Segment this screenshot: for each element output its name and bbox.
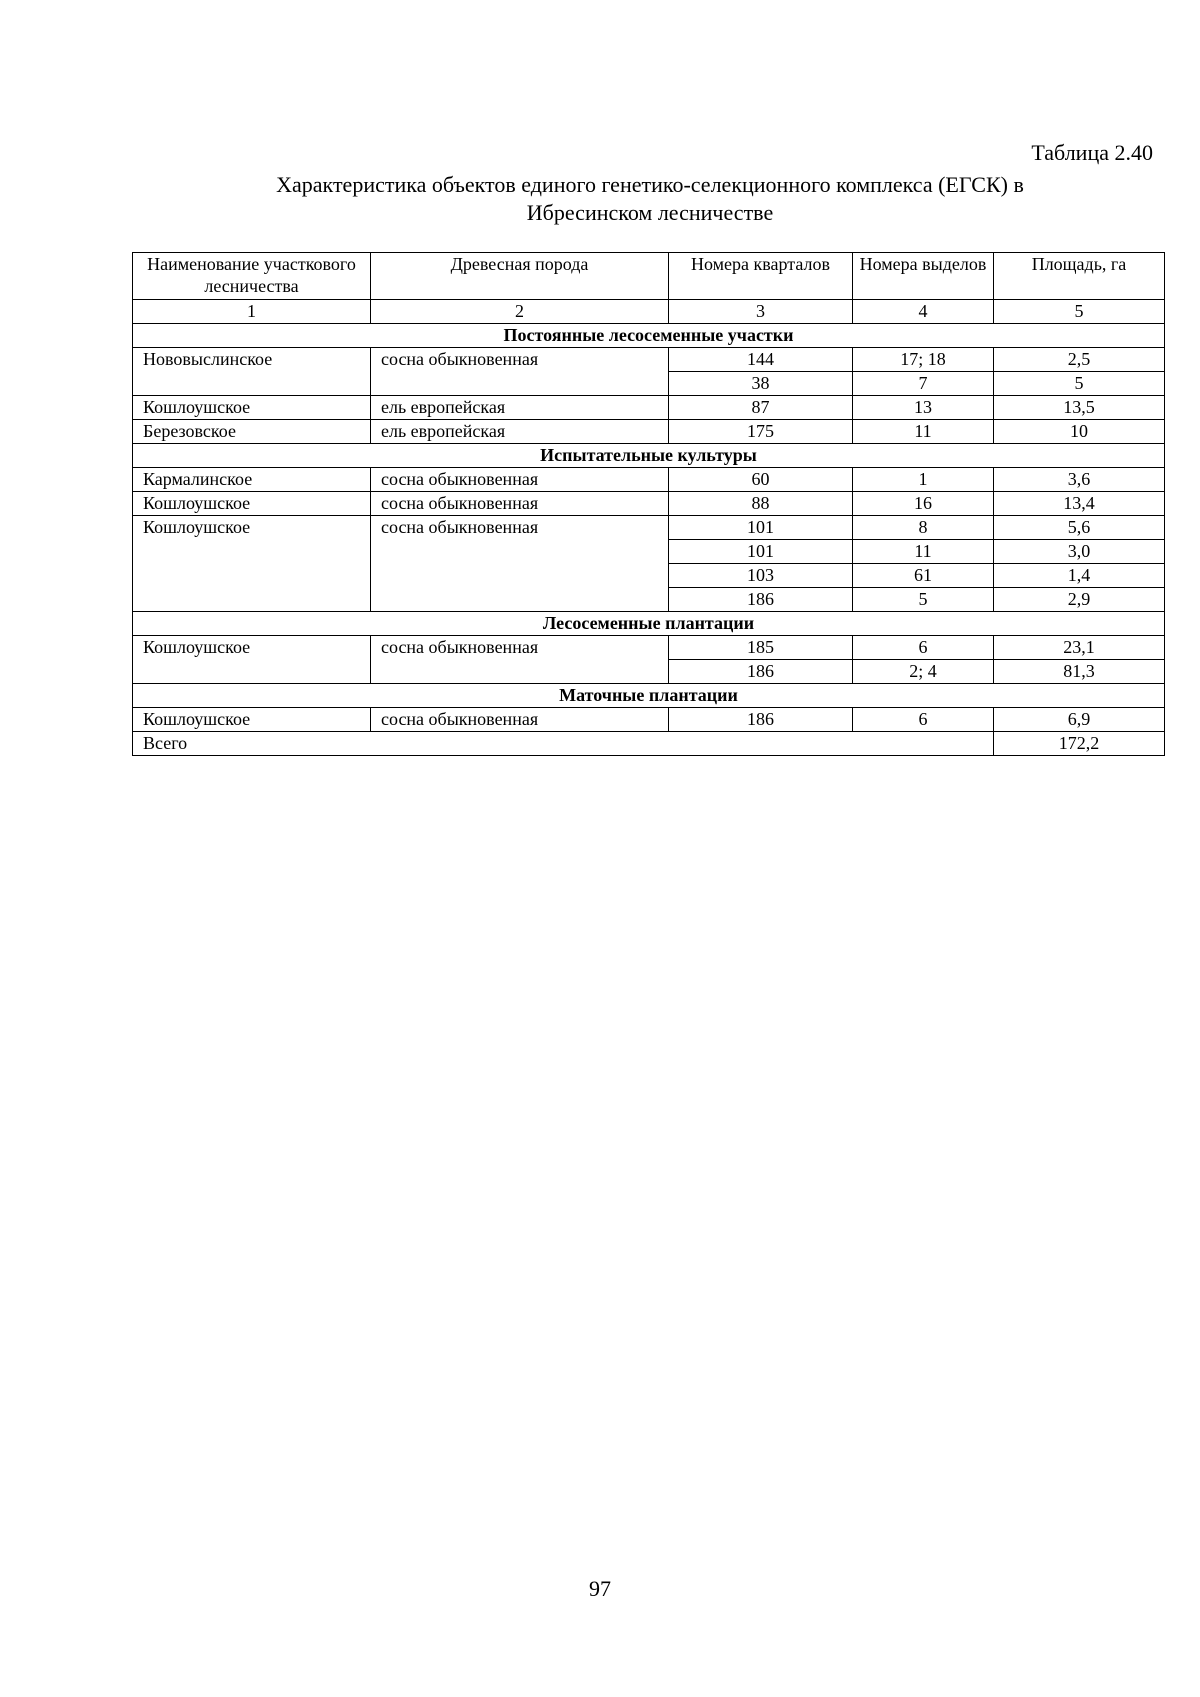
plot-cell: 2; 4 — [853, 660, 994, 684]
area-cell: 5,6 — [994, 516, 1165, 540]
species-cell: сосна обыкновенная — [371, 468, 669, 492]
header-row — [133, 253, 1165, 300]
section-heading: Лесосеменные плантации — [133, 612, 1165, 636]
column-number: 4 — [853, 300, 994, 324]
forestry-cell: Березовское — [133, 420, 371, 444]
area-cell: 2,5 — [994, 348, 1165, 372]
area-cell: 81,3 — [994, 660, 1165, 684]
total-row — [133, 732, 1165, 756]
section-row — [133, 612, 1165, 636]
egsk-table — [132, 252, 1165, 756]
quarter-cell: 88 — [669, 492, 853, 516]
plot-cell: 11 — [853, 540, 994, 564]
quarter-cell: 186 — [669, 588, 853, 612]
table-row — [133, 492, 1165, 516]
area-cell: 1,4 — [994, 564, 1165, 588]
plot-cell: 13 — [853, 396, 994, 420]
quarter-cell: 101 — [669, 540, 853, 564]
species-cell: сосна обыкновенная — [371, 492, 669, 516]
table-row — [133, 708, 1165, 732]
species-cell: сосна обыкновенная — [371, 516, 669, 612]
page-number: 97 — [589, 1576, 611, 1601]
forestry-cell: Кошлоушское — [133, 516, 371, 612]
forestry-cell: Кошлоушское — [133, 636, 371, 684]
area-cell: 23,1 — [994, 636, 1165, 660]
plot-cell: 1 — [853, 468, 994, 492]
section-heading: Постоянные лесосеменные участки — [133, 324, 1165, 348]
forestry-cell: Кошлоушское — [133, 708, 371, 732]
total-area: 172,2 — [994, 732, 1165, 756]
quarter-cell: 175 — [669, 420, 853, 444]
species-cell: сосна обыкновенная — [371, 636, 669, 684]
quarter-cell: 185 — [669, 636, 853, 660]
quarter-cell: 186 — [669, 708, 853, 732]
quarter-cell: 87 — [669, 396, 853, 420]
area-cell: 6,9 — [994, 708, 1165, 732]
plot-cell: 7 — [853, 372, 994, 396]
plot-cell: 5 — [853, 588, 994, 612]
header-plots: Номера выделов — [853, 253, 994, 300]
section-row — [133, 684, 1165, 708]
plot-cell: 16 — [853, 492, 994, 516]
plot-cell: 6 — [853, 708, 994, 732]
column-number: 2 — [371, 300, 669, 324]
area-cell: 3,6 — [994, 468, 1165, 492]
table-row — [133, 468, 1165, 492]
area-cell: 2,9 — [994, 588, 1165, 612]
table-row — [133, 348, 1165, 372]
header-species: Древесная порода — [371, 253, 669, 300]
quarter-cell: 186 — [669, 660, 853, 684]
table-row — [133, 396, 1165, 420]
area-cell: 13,5 — [994, 396, 1165, 420]
forestry-cell: Кармалинское — [133, 468, 371, 492]
area-cell: 13,4 — [994, 492, 1165, 516]
table-row — [133, 420, 1165, 444]
section-heading: Маточные плантации — [133, 684, 1165, 708]
table-row — [133, 636, 1165, 660]
plot-cell: 8 — [853, 516, 994, 540]
forestry-cell: Кошлоушское — [133, 396, 371, 420]
header-area: Площадь, га — [994, 253, 1165, 300]
total-label: Всего — [133, 732, 994, 756]
plot-cell: 61 — [853, 564, 994, 588]
section-row — [133, 324, 1165, 348]
plot-cell: 11 — [853, 420, 994, 444]
species-cell: сосна обыкновенная — [371, 708, 669, 732]
table-row — [133, 516, 1165, 540]
quarter-cell: 60 — [669, 468, 853, 492]
table-title-line-1: Характеристика объектов единого генетико-селекционного комплекса (ЕГСК) в — [276, 172, 1024, 197]
quarter-cell: 101 — [669, 516, 853, 540]
quarter-cell: 103 — [669, 564, 853, 588]
header-quarters: Номера кварталов — [669, 253, 853, 300]
header-forestry: Наименование участкового лесничества — [133, 253, 371, 300]
quarter-cell: 38 — [669, 372, 853, 396]
column-number: 3 — [669, 300, 853, 324]
column-number: 5 — [994, 300, 1165, 324]
area-cell: 10 — [994, 420, 1165, 444]
area-cell: 5 — [994, 372, 1165, 396]
plot-cell: 17; 18 — [853, 348, 994, 372]
plot-cell: 6 — [853, 636, 994, 660]
forestry-cell: Нововыслинское — [133, 348, 371, 396]
species-cell: ель европейская — [371, 420, 669, 444]
species-cell: сосна обыкновенная — [371, 348, 669, 396]
forestry-cell: Кошлоушское — [133, 492, 371, 516]
column-number: 1 — [133, 300, 371, 324]
table-title-line-2: Ибресинском лесничестве — [526, 200, 774, 225]
section-heading: Испытательные культуры — [133, 444, 1165, 468]
section-row — [133, 444, 1165, 468]
quarter-cell: 144 — [669, 348, 853, 372]
table-label: Таблица 2.40 — [1031, 140, 1153, 165]
area-cell: 3,0 — [994, 540, 1165, 564]
species-cell: ель европейская — [371, 396, 669, 420]
table-title — [130, 171, 1170, 227]
column-number-row — [133, 300, 1165, 324]
